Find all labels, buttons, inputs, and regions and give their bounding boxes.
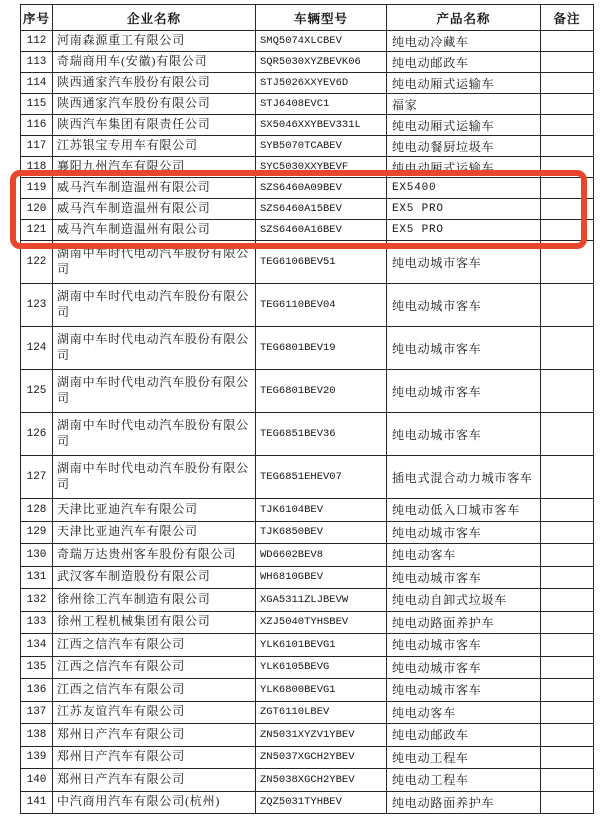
cell-model: TEG6110BEV04 — [256, 284, 387, 327]
cell-remark — [541, 701, 594, 724]
cell-remark — [541, 52, 594, 73]
cell-model: WH6810GBEV — [256, 566, 387, 589]
cell-company: 湖南中车时代电动汽车股份有限公司 — [53, 327, 256, 370]
cell-company: 襄阳九州汽车有限公司 — [53, 157, 256, 178]
table-row — [21, 31, 594, 52]
cell-company: 郑州日产汽车有限公司 — [53, 724, 256, 747]
table-row — [21, 521, 594, 544]
table-row — [21, 241, 594, 284]
cell-product: 纯电动厢式运输车 — [387, 115, 541, 136]
cell-remark — [541, 499, 594, 522]
cell-product: 纯电动自卸式垃圾车 — [387, 589, 541, 612]
table-row — [21, 115, 594, 136]
cell-remark — [541, 199, 594, 220]
table-row — [21, 634, 594, 657]
cell-company: 郑州日产汽车有限公司 — [53, 746, 256, 769]
cell-company: 郑州日产汽车有限公司 — [53, 769, 256, 792]
cell-company: 陕西汽车集团有限责任公司 — [53, 115, 256, 136]
cell-product: 纯电动城市客车 — [387, 370, 541, 413]
cell-model: SX5046XXYBEV331L — [256, 115, 387, 136]
cell-product: EX5400 — [387, 178, 541, 199]
cell-product: 纯电动工程车 — [387, 746, 541, 769]
cell-company: 江苏友谊汽车有限公司 — [53, 701, 256, 724]
cell-model: TJK6850BEV — [256, 521, 387, 544]
cell-product: 纯电动厢式运输车 — [387, 157, 541, 178]
cell-product: 纯电动城市客车 — [387, 284, 541, 327]
cell-company: 威马汽车制造温州有限公司 — [53, 199, 256, 220]
cell-product: 纯电动邮政车 — [387, 52, 541, 73]
cell-remark — [541, 679, 594, 702]
cell-product: 纯电动餐厨垃圾车 — [387, 136, 541, 157]
col-header-model: 车辆型号 — [256, 5, 387, 31]
cell-index: 121 — [21, 220, 53, 241]
cell-model: TEG6851EHEV07 — [256, 456, 387, 499]
cell-index: 117 — [21, 136, 53, 157]
cell-remark — [541, 284, 594, 327]
cell-remark — [541, 611, 594, 634]
cell-model: SYB5070TCABEV — [256, 136, 387, 157]
cell-remark — [541, 791, 594, 814]
cell-remark — [541, 656, 594, 679]
cell-remark — [541, 178, 594, 199]
cell-model: SMQ5074XLCBEV — [256, 31, 387, 52]
cell-model: TEG6801BEV19 — [256, 327, 387, 370]
cell-index: 122 — [21, 241, 53, 284]
cell-company: 天津比亚迪汽车有限公司 — [53, 521, 256, 544]
cell-remark — [541, 634, 594, 657]
cell-company: 中汽商用汽车有限公司(杭州) — [53, 791, 256, 814]
cell-product: 纯电动客车 — [387, 701, 541, 724]
cell-index: 113 — [21, 52, 53, 73]
table-row — [21, 499, 594, 522]
cell-index: 135 — [21, 656, 53, 679]
cell-index: 114 — [21, 73, 53, 94]
cell-index: 119 — [21, 178, 53, 199]
cell-product: 插电式混合动力城市客车 — [387, 456, 541, 499]
cell-index: 116 — [21, 115, 53, 136]
table-row — [21, 94, 594, 115]
cell-product: 纯电动客车 — [387, 544, 541, 567]
cell-model: STJ5026XXYEV6D — [256, 73, 387, 94]
cell-company: 湖南中车时代电动汽车股份有限公司 — [53, 456, 256, 499]
cell-product: EX5 PRO — [387, 199, 541, 220]
cell-company: 徐州徐工汽车制造有限公司 — [53, 589, 256, 612]
cell-remark — [541, 724, 594, 747]
cell-company: 江苏银宝专用车有限公司 — [53, 136, 256, 157]
col-header-product: 产品名称 — [387, 5, 541, 31]
table-row — [21, 157, 594, 178]
cell-product: 纯电动城市客车 — [387, 521, 541, 544]
table-row — [21, 724, 594, 747]
cell-model: STJ6408EVC1 — [256, 94, 387, 115]
cell-product: 纯电动城市客车 — [387, 566, 541, 589]
cell-model: SQR5030XYZBEVK06 — [256, 52, 387, 73]
table-row — [21, 327, 594, 370]
cell-company: 奇瑞商用车(安徽)有限公司 — [53, 52, 256, 73]
table-row — [21, 656, 594, 679]
table-header-row — [21, 5, 594, 31]
table-row — [21, 52, 594, 73]
cell-index: 124 — [21, 327, 53, 370]
cell-company: 江西之信汽车有限公司 — [53, 634, 256, 657]
cell-remark — [541, 136, 594, 157]
cell-model: XZJ5040TYHSBEV — [256, 611, 387, 634]
cell-remark — [541, 220, 594, 241]
table-row — [21, 413, 594, 456]
cell-company: 天津比亚迪汽车有限公司 — [53, 499, 256, 522]
cell-index: 123 — [21, 284, 53, 327]
cell-product: 纯电动低入口城市客车 — [387, 499, 541, 522]
cell-company: 陕西通家汽车股份有限公司 — [53, 94, 256, 115]
cell-model: WD6602BEV8 — [256, 544, 387, 567]
cell-remark — [541, 73, 594, 94]
cell-remark — [541, 589, 594, 612]
cell-model: TEG6801BEV20 — [256, 370, 387, 413]
cell-index: 133 — [21, 611, 53, 634]
cell-product: 纯电动路面养护车 — [387, 611, 541, 634]
table-row-highlighted — [21, 178, 594, 199]
cell-model: ZN5031XYZV1YBEV — [256, 724, 387, 747]
table-row — [21, 679, 594, 702]
cell-index: 127 — [21, 456, 53, 499]
cell-remark — [541, 413, 594, 456]
cell-company: 陕西通家汽车股份有限公司 — [53, 73, 256, 94]
cell-index: 120 — [21, 199, 53, 220]
cell-model: SZS6460A16BEV — [256, 220, 387, 241]
cell-company: 湖南中车时代电动汽车股份有限公司 — [53, 284, 256, 327]
col-header-remark: 备注 — [541, 5, 594, 31]
cell-index: 139 — [21, 746, 53, 769]
cell-index: 126 — [21, 413, 53, 456]
cell-remark — [541, 31, 594, 52]
cell-model: XGA5311ZLJBEVW — [256, 589, 387, 612]
table-row — [21, 746, 594, 769]
table-row — [21, 701, 594, 724]
cell-index: 138 — [21, 724, 53, 747]
cell-index: 129 — [21, 521, 53, 544]
cell-product: 福家 — [387, 94, 541, 115]
cell-remark — [541, 157, 594, 178]
table-row — [21, 589, 594, 612]
cell-index: 132 — [21, 589, 53, 612]
cell-company: 徐州工程机械集团有限公司 — [53, 611, 256, 634]
cell-model: TJK6104BEV — [256, 499, 387, 522]
cell-product: 纯电动城市客车 — [387, 241, 541, 284]
cell-product: 纯电动工程车 — [387, 769, 541, 792]
cell-company: 奇瑞万达贵州客车股份有限公司 — [53, 544, 256, 567]
cell-model: YLK6105BEVG — [256, 656, 387, 679]
cell-index: 112 — [21, 31, 53, 52]
cell-model: ZGT6110LBEV — [256, 701, 387, 724]
cell-model: TEG6106BEV51 — [256, 241, 387, 284]
table-body — [21, 31, 594, 814]
cell-company: 武汉客车制造股份有限公司 — [53, 566, 256, 589]
cell-index: 137 — [21, 701, 53, 724]
cell-product: 纯电动厢式运输车 — [387, 73, 541, 94]
cell-company: 江西之信汽车有限公司 — [53, 679, 256, 702]
cell-remark — [541, 521, 594, 544]
table-row — [21, 73, 594, 94]
cell-product: 纯电动城市客车 — [387, 634, 541, 657]
cell-index: 115 — [21, 94, 53, 115]
cell-remark — [541, 544, 594, 567]
table-row — [21, 566, 594, 589]
cell-remark — [541, 241, 594, 284]
cell-remark — [541, 327, 594, 370]
cell-model: YLK6101BEVG1 — [256, 634, 387, 657]
cell-model: ZN5038XGCH2YBEV — [256, 769, 387, 792]
table-row — [21, 456, 594, 499]
cell-index: 134 — [21, 634, 53, 657]
cell-index: 141 — [21, 791, 53, 814]
cell-company: 湖南中车时代电动汽车股份有限公司 — [53, 413, 256, 456]
table-row — [21, 370, 594, 413]
cell-product: 纯电动冷藏车 — [387, 31, 541, 52]
cell-company: 湖南中车时代电动汽车股份有限公司 — [53, 370, 256, 413]
cell-index: 130 — [21, 544, 53, 567]
cell-model: ZN5037XGCH2YBEV — [256, 746, 387, 769]
cell-product: 纯电动城市客车 — [387, 327, 541, 370]
table-row — [21, 136, 594, 157]
table-row-highlighted — [21, 199, 594, 220]
cell-product: 纯电动城市客车 — [387, 679, 541, 702]
cell-company: 江西之信汽车有限公司 — [53, 656, 256, 679]
table-row — [21, 284, 594, 327]
cell-remark — [541, 566, 594, 589]
table-row-highlighted — [21, 220, 594, 241]
cell-remark — [541, 94, 594, 115]
cell-company: 威马汽车制造温州有限公司 — [53, 220, 256, 241]
cell-model: SZS6460A15BEV — [256, 199, 387, 220]
table-row — [21, 769, 594, 792]
cell-company: 威马汽车制造温州有限公司 — [53, 178, 256, 199]
table-row — [21, 611, 594, 634]
cell-remark — [541, 456, 594, 499]
table-row — [21, 791, 594, 814]
cell-remark — [541, 769, 594, 792]
col-header-index: 序号 — [21, 5, 53, 31]
cell-index: 118 — [21, 157, 53, 178]
cell-company: 河南森源重工有限公司 — [53, 31, 256, 52]
col-header-company: 企业名称 — [53, 5, 256, 31]
table-row — [21, 544, 594, 567]
cell-remark — [541, 746, 594, 769]
cell-product: 纯电动城市客车 — [387, 413, 541, 456]
cell-index: 140 — [21, 769, 53, 792]
cell-index: 136 — [21, 679, 53, 702]
cell-product: 纯电动路面养护车 — [387, 791, 541, 814]
cell-remark — [541, 370, 594, 413]
cell-index: 128 — [21, 499, 53, 522]
cell-model: SZS6460A09BEV — [256, 178, 387, 199]
vehicle-catalog-table — [20, 4, 594, 814]
cell-model: SYC5030XXYBEVF — [256, 157, 387, 178]
cell-model: TEG6851BEV36 — [256, 413, 387, 456]
cell-product: 纯电动城市客车 — [387, 656, 541, 679]
cell-model: ZQZ5031TYHBEV — [256, 791, 387, 814]
cell-remark — [541, 115, 594, 136]
cell-index: 125 — [21, 370, 53, 413]
cell-model: YLK6800BEVG1 — [256, 679, 387, 702]
cell-product: EX5 PRO — [387, 220, 541, 241]
cell-company: 湖南中车时代电动汽车股份有限公司 — [53, 241, 256, 284]
cell-product: 纯电动邮政车 — [387, 724, 541, 747]
cell-index: 131 — [21, 566, 53, 589]
